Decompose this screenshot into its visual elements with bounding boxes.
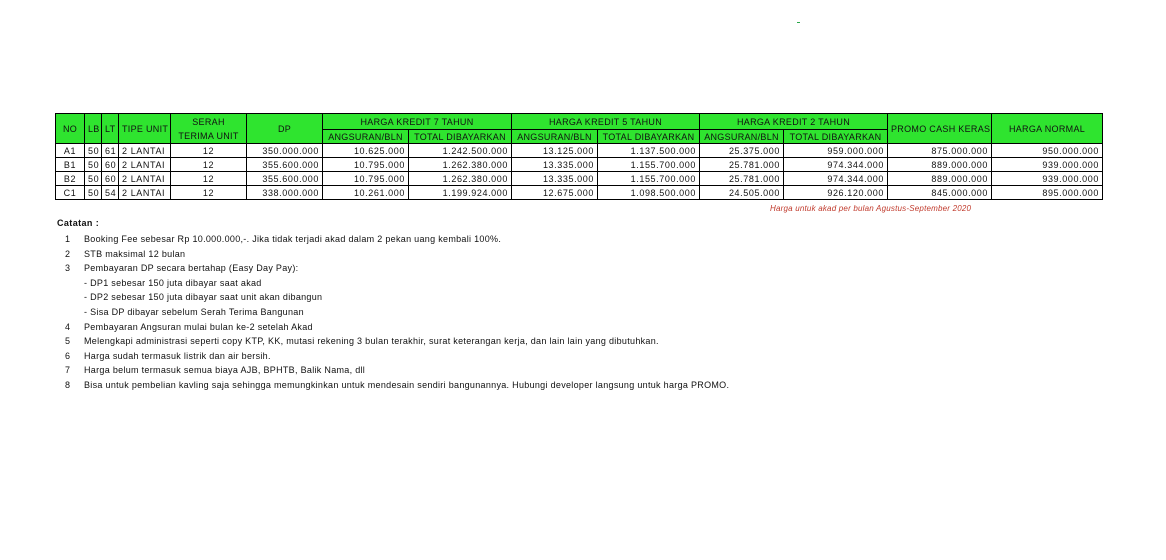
note-text: Harga belum termasuk semua biaya AJB, BPHTB, Balik Nama, dll [84, 365, 366, 376]
note-text: Booking Fee sebesar Rp 10.000.000,-. Jika tidak terjadi akad dalam 2 pekan uang kembali 100%. [84, 234, 502, 244]
note-text: - DP1 sebesar 150 juta dibayar saat akad [84, 277, 262, 288]
table-row [56, 144, 1103, 158]
note-number: 4 [65, 321, 71, 332]
cell-k7-angsuran: 10.795.000 [323, 172, 409, 186]
list-item [62, 290, 729, 305]
col-dp: DP [247, 114, 323, 144]
cell-lt: 61 [102, 144, 119, 158]
cell-dp: 350.000.000 [247, 144, 323, 158]
cell-promo: 875.000.000 [888, 144, 992, 158]
cell-k7-total: 1.262.380.000 [409, 172, 512, 186]
cell-lb: 50 [85, 144, 102, 158]
col-tipe-unit: TIPE UNIT [119, 114, 171, 144]
cell-tipe: 2 LANTAI [119, 172, 171, 186]
notes-list [62, 232, 729, 393]
col-lb: LB [85, 114, 102, 144]
list-item [62, 247, 729, 262]
cell-k5-total: 1.155.700.000 [598, 172, 700, 186]
col-k5-angsuran: ANGSURAN/BLN [512, 130, 598, 144]
cell-no: C1 [56, 186, 85, 200]
cell-k5-total: 1.137.500.000 [598, 144, 700, 158]
col-kredit-7: HARGA KREDIT 7 TAHUN [323, 114, 512, 130]
list-item [62, 378, 729, 393]
note-number: 1 [65, 234, 71, 244]
note-text: STB maksimal 12 bulan [84, 248, 186, 259]
price-table [55, 113, 1103, 200]
cell-k5-total: 1.155.700.000 [598, 158, 700, 172]
cell-k2-total: 926.120.000 [784, 186, 888, 200]
note-text: - Sisa DP dibayar sebelum Serah Terima Bangunan [84, 306, 304, 317]
cell-dp: 355.600.000 [247, 158, 323, 172]
cell-k2-total: 974.344.000 [784, 172, 888, 186]
note-text: Melengkapi administrasi seperti copy KTP, KK, mutasi rekening 3 bulan terakhir, surat keterangan kerja, dan lain lain yang dibutuhkan. [84, 336, 659, 347]
cell-lt: 60 [102, 172, 119, 186]
cell-lb: 50 [85, 158, 102, 172]
cell-k2-angsuran: 25.781.000 [700, 158, 784, 172]
cell-serah: 12 [171, 186, 247, 200]
col-k7-angsuran: ANGSURAN/BLN [323, 130, 409, 144]
cell-no: A1 [56, 144, 85, 158]
note-number: 2 [65, 248, 71, 259]
cell-k7-angsuran: 10.625.000 [323, 144, 409, 158]
cell-dp: 338.000.000 [247, 186, 323, 200]
cell-serah: 12 [171, 172, 247, 186]
cell-k5-angsuran: 13.125.000 [512, 144, 598, 158]
list-item [62, 276, 729, 291]
cell-k5-angsuran: 13.335.000 [512, 158, 598, 172]
cell-k2-angsuran: 25.781.000 [700, 172, 784, 186]
note-number: 8 [65, 379, 71, 390]
note-text: Pembayaran DP secara bertahap (Easy Day Pay): [84, 263, 299, 274]
cell-k5-angsuran: 12.675.000 [512, 186, 598, 200]
cell-k2-total: 959.000.000 [784, 144, 888, 158]
table-row [56, 172, 1103, 186]
list-item [62, 363, 729, 378]
cell-serah: 12 [171, 144, 247, 158]
col-kredit-2: HARGA KREDIT 2 TAHUN [700, 114, 888, 130]
cell-lt: 60 [102, 158, 119, 172]
cell-k7-angsuran: 10.795.000 [323, 158, 409, 172]
cell-k2-angsuran: 24.505.000 [700, 186, 784, 200]
col-no: NO [56, 114, 85, 144]
cell-k7-angsuran: 10.261.000 [323, 186, 409, 200]
table-body [56, 144, 1103, 200]
decorative-mark [797, 22, 800, 23]
list-item [62, 320, 729, 335]
col-promo: PROMO CASH KERAS [888, 114, 992, 144]
col-k2-total: TOTAL DIBAYARKAN [784, 130, 888, 144]
cell-normal: 939.000.000 [992, 158, 1103, 172]
notes-title: Catatan : [57, 218, 100, 228]
price-period-note: Harga untuk akad per bulan Agustus-September 2020 [770, 204, 972, 213]
cell-lb: 50 [85, 172, 102, 186]
note-text: Bisa untuk pembelian kavling saja sehingga memungkinkan untuk mendesain sendiri bangunannya. Hubungi developer langsung untuk harga PROMO. [84, 379, 730, 390]
list-item [62, 232, 729, 247]
cell-tipe: 2 LANTAI [119, 186, 171, 200]
note-text: - DP2 sebesar 150 juta dibayar saat unit akan dibangun [84, 292, 323, 303]
cell-serah: 12 [171, 158, 247, 172]
cell-no: B1 [56, 158, 85, 172]
list-item [62, 261, 729, 276]
table-header [56, 114, 1103, 144]
cell-k2-angsuran: 25.375.000 [700, 144, 784, 158]
col-normal: HARGA NORMAL [992, 114, 1103, 144]
table-row [56, 158, 1103, 172]
cell-k5-total: 1.098.500.000 [598, 186, 700, 200]
cell-k7-total: 1.199.924.000 [409, 186, 512, 200]
note-number: 3 [65, 263, 71, 274]
note-number [62, 290, 84, 305]
note-number: 6 [65, 350, 71, 361]
col-kredit-5: HARGA KREDIT 5 TAHUN [512, 114, 700, 130]
col-k2-angsuran: ANGSURAN/BLN [700, 130, 784, 144]
note-text: Pembayaran Angsuran mulai bulan ke-2 setelah Akad [84, 321, 313, 332]
cell-normal: 895.000.000 [992, 186, 1103, 200]
note-number: 5 [65, 336, 71, 347]
cell-promo: 845.000.000 [888, 186, 992, 200]
cell-lt: 54 [102, 186, 119, 200]
cell-lb: 50 [85, 186, 102, 200]
col-k5-total: TOTAL DIBAYARKAN [598, 130, 700, 144]
note-text: Harga sudah termasuk listrik dan air bersih. [84, 350, 271, 361]
cell-k5-angsuran: 13.335.000 [512, 172, 598, 186]
cell-normal: 939.000.000 [992, 172, 1103, 186]
cell-tipe: 2 LANTAI [119, 158, 171, 172]
cell-promo: 889.000.000 [888, 172, 992, 186]
col-serah-terima: SERAH TERIMA UNIT [171, 114, 247, 144]
cell-dp: 355.600.000 [247, 172, 323, 186]
table-row [56, 186, 1103, 200]
note-number: 7 [65, 365, 71, 376]
list-item [62, 334, 729, 349]
cell-no: B2 [56, 172, 85, 186]
cell-normal: 950.000.000 [992, 144, 1103, 158]
col-k7-total: TOTAL DIBAYARKAN [409, 130, 512, 144]
note-number [62, 276, 84, 291]
note-number [62, 305, 84, 320]
cell-k7-total: 1.262.380.000 [409, 158, 512, 172]
cell-k2-total: 974.344.000 [784, 158, 888, 172]
cell-tipe: 2 LANTAI [119, 144, 171, 158]
cell-k7-total: 1.242.500.000 [409, 144, 512, 158]
cell-promo: 889.000.000 [888, 158, 992, 172]
col-lt: LT [102, 114, 119, 144]
list-item [62, 305, 729, 320]
list-item [62, 349, 729, 364]
